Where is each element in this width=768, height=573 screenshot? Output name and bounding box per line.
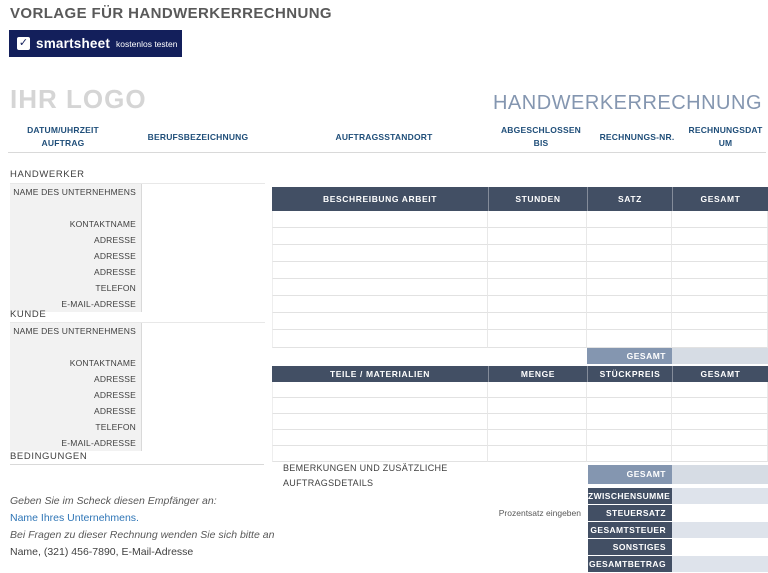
field-label-abgeschlossen-bis: ABGESCHLOSSEN BIS (500, 125, 582, 148)
work-body-row (272, 313, 768, 330)
work-body-header-cell: SATZ (587, 187, 672, 211)
percent-hint-label: Prozentsatz eingeben (498, 508, 581, 518)
document-title: HANDWERKERRECHNUNG (492, 92, 762, 114)
parts-body-cell[interactable] (488, 446, 587, 462)
work-body-row (272, 279, 768, 296)
work-body-cell[interactable] (272, 330, 488, 348)
handwerker-input-cell[interactable] (142, 280, 265, 296)
section-heading-kunde: KUNDE (10, 309, 47, 320)
parts-body-cell[interactable] (672, 382, 768, 398)
parts-table (272, 366, 768, 462)
totals-row-value-cell[interactable] (672, 556, 768, 572)
kunde-row-label: E-MAIL-ADRESSE (61, 438, 136, 448)
footer-company-name: Name Ihres Unternehmens. (10, 512, 139, 524)
totals-row-value-cell[interactable] (672, 539, 768, 555)
totals-row-label: GESAMTBETRAG (588, 556, 672, 572)
footer-block (10, 493, 274, 561)
work-body-cell[interactable] (272, 245, 488, 262)
work-body-cell[interactable] (587, 279, 672, 296)
work-body-cell[interactable] (488, 262, 587, 279)
work-body-row (272, 245, 768, 262)
parts-body-header-cell: TEILE / MATERIALIEN (272, 366, 488, 382)
work-body-cell[interactable] (488, 211, 587, 228)
handwerker-row-label: E-MAIL-ADRESSE (61, 299, 136, 309)
work-body-cell[interactable] (587, 296, 672, 313)
work-body-cell[interactable] (587, 313, 672, 330)
kunde-row-label: ADRESSE (93, 374, 136, 384)
section-heading-handwerker: HANDWERKER (10, 169, 85, 180)
handwerker-row-label: KONTAKTNAME (69, 219, 136, 229)
handwerker-row-label: TELEFON (95, 283, 136, 293)
totals-row-label: GESAMTSTEUER (588, 522, 672, 538)
field-label-auftragsstandort: AUFTRAGSSTANDORT (335, 132, 433, 142)
totals-row (588, 522, 768, 538)
work-body-cell[interactable] (272, 279, 488, 296)
handwerker-row-label: ADRESSE (93, 267, 136, 277)
totals-row-value-cell[interactable] (672, 488, 768, 504)
work-body-cell[interactable] (672, 330, 768, 348)
parts-body-cell[interactable] (587, 430, 672, 446)
work-gesamt-label: GESAMT (587, 348, 672, 364)
kunde-input-cell[interactable] (142, 387, 265, 403)
work-body-row (272, 262, 768, 279)
handwerker-input-cell[interactable] (142, 216, 265, 232)
smartsheet-banner-link[interactable] (9, 30, 182, 57)
handwerker-row-label: ADRESSE (93, 251, 136, 261)
footer-line-contact: Bei Fragen zu dieser Rechnung wenden Sie sich bitte an (10, 529, 275, 541)
work-body-header-cell: STUNDEN (488, 187, 587, 211)
work-body-cell[interactable] (587, 211, 672, 228)
footer-line-payee: Geben Sie im Scheck diesen Empfänger an: (10, 495, 217, 507)
parts-body-cell[interactable] (272, 382, 488, 398)
totals-row (588, 488, 768, 504)
work-body-cell[interactable] (587, 262, 672, 279)
totals-row-label: SONSTIGES (588, 539, 672, 555)
work-body-cell[interactable] (672, 245, 768, 262)
parts-body-cell[interactable] (587, 414, 672, 430)
work-body-header-cell: BESCHREIBUNG ARBEIT (272, 187, 488, 211)
parts-body-cell[interactable] (272, 414, 488, 430)
totals-row (588, 505, 768, 521)
parts-body-cell[interactable] (587, 382, 672, 398)
parts-table-header (272, 366, 768, 382)
kunde-panel (10, 322, 265, 451)
parts-body-header-cell: GESAMT (672, 366, 768, 382)
handwerker-input-cell[interactable] (142, 184, 265, 216)
work-body-cell[interactable] (672, 228, 768, 245)
work-body-row (272, 330, 768, 348)
kunde-inputs (141, 323, 265, 451)
parts-table-body (272, 382, 768, 462)
parts-body-cell[interactable] (672, 398, 768, 414)
work-body-row (272, 228, 768, 245)
handwerker-labels (10, 184, 141, 312)
work-body-cell[interactable] (587, 330, 672, 348)
parts-body-cell[interactable] (272, 398, 488, 414)
totals-block (588, 465, 768, 573)
handwerker-inputs (141, 184, 265, 312)
totals-row-value-cell[interactable] (672, 505, 768, 521)
work-body-cell[interactable] (272, 313, 488, 330)
work-table-header (272, 187, 768, 211)
work-body-cell[interactable] (587, 228, 672, 245)
work-body-cell[interactable] (272, 296, 488, 313)
work-body-cell[interactable] (488, 330, 587, 348)
parts-body-cell[interactable] (272, 446, 488, 462)
parts-body-cell[interactable] (587, 446, 672, 462)
work-body-cell[interactable] (488, 296, 587, 313)
totals-row (588, 556, 768, 572)
parts-body-row (272, 382, 768, 398)
work-body-cell[interactable] (272, 228, 488, 245)
parts-body-cell[interactable] (672, 446, 768, 462)
section-heading-bedingungen: BEDINGUNGEN (10, 451, 88, 462)
kunde-input-cell[interactable] (142, 355, 265, 371)
kunde-input-cell[interactable] (142, 419, 265, 435)
parts-body-header-cell: STÜCKPREIS (587, 366, 672, 382)
page-title: VORLAGE FÜR HANDWERKERRECHNUNG (10, 5, 332, 22)
kunde-input-cell[interactable] (142, 435, 265, 451)
parts-body-cell[interactable] (488, 430, 587, 446)
work-table-summary (587, 348, 768, 364)
totals-row-value-cell[interactable] (672, 522, 768, 538)
header-divider (8, 152, 766, 153)
parts-body-cell[interactable] (488, 414, 587, 430)
totals-gesamt-label: GESAMT (588, 465, 672, 484)
work-body-cell[interactable] (488, 313, 587, 330)
work-body-cell[interactable] (272, 262, 488, 279)
kunde-row-label: KONTAKTNAME (69, 358, 136, 368)
work-body-cell[interactable] (488, 245, 587, 262)
bedingungen-divider (10, 464, 264, 465)
parts-body-cell[interactable] (488, 398, 587, 414)
parts-body-row (272, 398, 768, 414)
work-body-cell[interactable] (272, 211, 488, 228)
logo-placeholder: IHR LOGO (10, 84, 147, 114)
parts-body-row (272, 430, 768, 446)
field-label-rechnungs-nr: RECHNUNGS-NR. (599, 132, 675, 142)
notes-label: BEMERKUNGEN UND ZUSÄTZLICHE AUFTRAGSDETAILS (283, 463, 448, 488)
parts-body-header-cell: MENGE (488, 366, 587, 382)
handwerker-input-cell[interactable] (142, 248, 265, 264)
work-body-cell[interactable] (672, 313, 768, 330)
totals-row-label: ZWISCHENSUMME (588, 488, 672, 504)
work-body-row (272, 296, 768, 313)
kunde-row-label: TELEFON (95, 422, 136, 432)
field-label-berufsbezeichnung: BERUFSBEZEICHNUNG (147, 132, 249, 142)
parts-body-cell[interactable] (488, 382, 587, 398)
handwerker-input-cell[interactable] (142, 232, 265, 248)
banner-cta-label: kostenlos testen (116, 38, 178, 49)
kunde-row-label: NAME DES UNTERNEHMENS (13, 326, 136, 336)
handwerker-row-label: ADRESSE (93, 235, 136, 245)
kunde-input-cell[interactable] (142, 323, 265, 355)
checkbox-icon: ✓ (18, 37, 29, 49)
work-body-cell[interactable] (672, 279, 768, 296)
kunde-input-cell[interactable] (142, 371, 265, 387)
work-body-cell[interactable] (488, 279, 587, 296)
handwerker-panel (10, 183, 265, 312)
kunde-input-cell[interactable] (142, 403, 265, 419)
kunde-labels (10, 323, 141, 451)
work-body-cell[interactable] (672, 296, 768, 313)
kunde-row-label: ADRESSE (93, 406, 136, 416)
kunde-row-label: ADRESSE (93, 390, 136, 400)
handwerker-input-cell[interactable] (142, 296, 265, 312)
smartsheet-logo-text: smartsheet (36, 36, 111, 51)
handwerker-input-cell[interactable] (142, 264, 265, 280)
footer-contact-details: Name, (321) 456-7890, E-Mail-Adresse (10, 546, 194, 558)
totals-gesamt-row (588, 465, 768, 484)
field-label-rechnungsdatum: RECHNUNGSDATUM (688, 125, 763, 148)
work-table (272, 187, 768, 348)
work-body-cell[interactable] (672, 211, 768, 228)
parts-body-row (272, 414, 768, 430)
handwerker-row-label: NAME DES UNTERNEHMENS (13, 187, 136, 197)
work-body-cell[interactable] (488, 228, 587, 245)
work-body-cell[interactable] (672, 262, 768, 279)
parts-body-row (272, 446, 768, 462)
work-gesamt-value-cell[interactable] (672, 348, 768, 364)
parts-body-cell[interactable] (272, 430, 488, 446)
parts-body-cell[interactable] (672, 430, 768, 446)
parts-body-cell[interactable] (587, 398, 672, 414)
parts-body-cell[interactable] (672, 414, 768, 430)
totals-gesamt-value-cell[interactable] (672, 465, 768, 484)
totals-row (588, 539, 768, 555)
work-body-header-cell: GESAMT (672, 187, 768, 211)
work-body-cell[interactable] (587, 245, 672, 262)
field-label-datum-uhrzeit-auftrag: DATUM/UHRZEIT AUFTRAG (27, 125, 99, 148)
totals-row-label: STEUERSATZ (588, 505, 672, 521)
work-table-body (272, 211, 768, 348)
work-body-row (272, 211, 768, 228)
